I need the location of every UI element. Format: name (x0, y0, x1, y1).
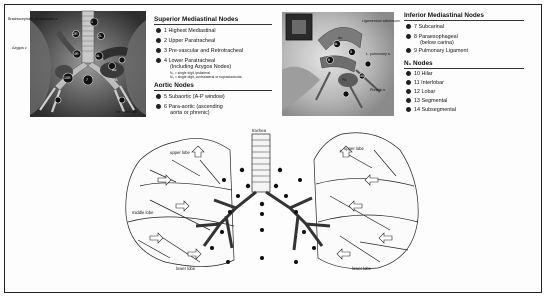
aortic-item-6-cont: aorta or phrenic) (170, 110, 210, 116)
item-label: Interlobar (421, 80, 444, 86)
r-node-4l: 4L (334, 42, 338, 46)
n3-note: N₃ = single digit, contralateral or supraclavicular (170, 75, 242, 79)
node-4l: 4L (96, 54, 100, 58)
n1-item-13 (406, 98, 447, 104)
item-label: Pre-vascular and Retrotracheal (168, 48, 244, 54)
item-num: 11 (414, 80, 420, 86)
item-num: 14 (414, 107, 420, 113)
right-pa-label: PA (342, 78, 347, 82)
item-label: Pulmonary Ligament (418, 48, 468, 54)
trachea-label: trachea (252, 128, 266, 133)
inferior-item-7 (406, 24, 444, 30)
superior-item-3 (156, 48, 243, 54)
r-node-6: 6 (328, 58, 330, 62)
inferior-mediastinum-illustration (282, 12, 394, 116)
node-marker (156, 58, 161, 63)
node-marker (406, 80, 411, 85)
item-num: 13 (414, 98, 420, 104)
item-label: Hilar (421, 71, 433, 77)
item-num: 9 (414, 48, 417, 54)
node-marker (156, 104, 161, 109)
upper-lobe-left-label: upper lobe (170, 150, 190, 155)
superior-item-4-cont: (Including Azygos Nodes) (170, 64, 232, 70)
node-marker (406, 107, 411, 112)
ligamentum-label: Ligamentum arteriosum (362, 19, 400, 23)
n1-title: N₁ Nodes (404, 60, 433, 67)
node-marker (156, 28, 161, 33)
middle-lobe-label: middle lobe (132, 210, 154, 215)
lower-lobe-left-label: lower lobe (176, 266, 196, 271)
lower-lobe-right-label: lower lobe (352, 266, 372, 271)
node-marker (156, 94, 161, 99)
left-ao-label: Ao (112, 68, 117, 72)
item-num: 7 (414, 24, 417, 30)
node-7: 7 (86, 78, 88, 82)
node-marker (406, 98, 411, 103)
node-1: 1 (91, 20, 93, 24)
node-marker (156, 48, 161, 53)
superior-mediastinum-illustration (30, 11, 146, 117)
aortic-title: Aortic Nodes (154, 82, 194, 89)
left-pa-label: PA (113, 78, 118, 82)
upper-lobe-right-label: upper lobe (344, 146, 364, 151)
aortic-rule (154, 90, 272, 91)
item-num: 1 (164, 28, 167, 34)
n2-note: N₂ = single digit, ipsilateral (170, 71, 210, 75)
inferior-item-9 (406, 48, 468, 54)
item-num: 10 (414, 71, 420, 77)
item-num: 3 (164, 48, 167, 54)
node-marker (406, 89, 411, 94)
r-node-5: 5 (350, 50, 352, 54)
node-2l: 2L (98, 34, 102, 38)
item-num: 5 (164, 94, 167, 100)
item-label: Lobar (421, 89, 436, 95)
item-label: Para-aortic (ascending (168, 104, 223, 110)
node-2r: 2R (73, 32, 78, 36)
item-num: 8 (414, 34, 417, 40)
item-num: 12 (414, 89, 420, 95)
item-label: Subsegmental (421, 107, 456, 113)
item-label: Upper Paratracheal (168, 38, 216, 44)
superior-item-1 (156, 28, 216, 34)
node-marker (156, 38, 161, 43)
n1-item-14 (406, 107, 456, 113)
superior-title: Superior Mediastinal Nodes (154, 16, 239, 23)
node-10r: 10R (64, 76, 71, 80)
r-node-10l: 10L (359, 74, 365, 78)
node-marker (406, 48, 411, 53)
n1-item-12 (406, 89, 435, 95)
item-label: Segmental (421, 98, 448, 104)
azygos-label: Azygos v. (12, 46, 28, 50)
brachiocephalic-label: Brachiocephalic (innominate) a. (8, 17, 59, 21)
right-ao-label: Ao (338, 36, 343, 40)
phrenic-label: Phrenic n. (370, 88, 387, 92)
l-pulmonary-a-label: L. pulmonary a. (366, 52, 391, 56)
item-num: 6 (164, 104, 167, 110)
inferior-item-8-cont: (below carina) (420, 40, 454, 46)
item-label: Highest Mediastinal (168, 28, 216, 34)
item-num: 4 (164, 58, 167, 64)
node-marker (406, 71, 411, 76)
item-num: 2 (164, 38, 167, 44)
inferior-rule (404, 20, 524, 21)
inferior-title: Inferior Mediastinal Nodes (404, 12, 484, 19)
node-marker (406, 24, 411, 29)
superior-item-2 (156, 38, 215, 44)
n1-item-11 (406, 80, 444, 86)
item-label: Subcarinal (418, 24, 444, 30)
item-label: Lower Paratracheal (168, 58, 216, 64)
n1-rule (404, 68, 524, 69)
node-marker (406, 34, 411, 39)
superior-rule (154, 24, 272, 25)
aortic-item-5 (156, 94, 225, 100)
node-4r: 4R (74, 52, 79, 56)
inf-pulm-ligt-label: Inf. pulm. ligt. (116, 110, 138, 114)
item-label: Paraesophageal (418, 34, 458, 40)
n1-item-10 (406, 71, 433, 77)
item-label: Subaortic (A-P window) (168, 94, 225, 100)
